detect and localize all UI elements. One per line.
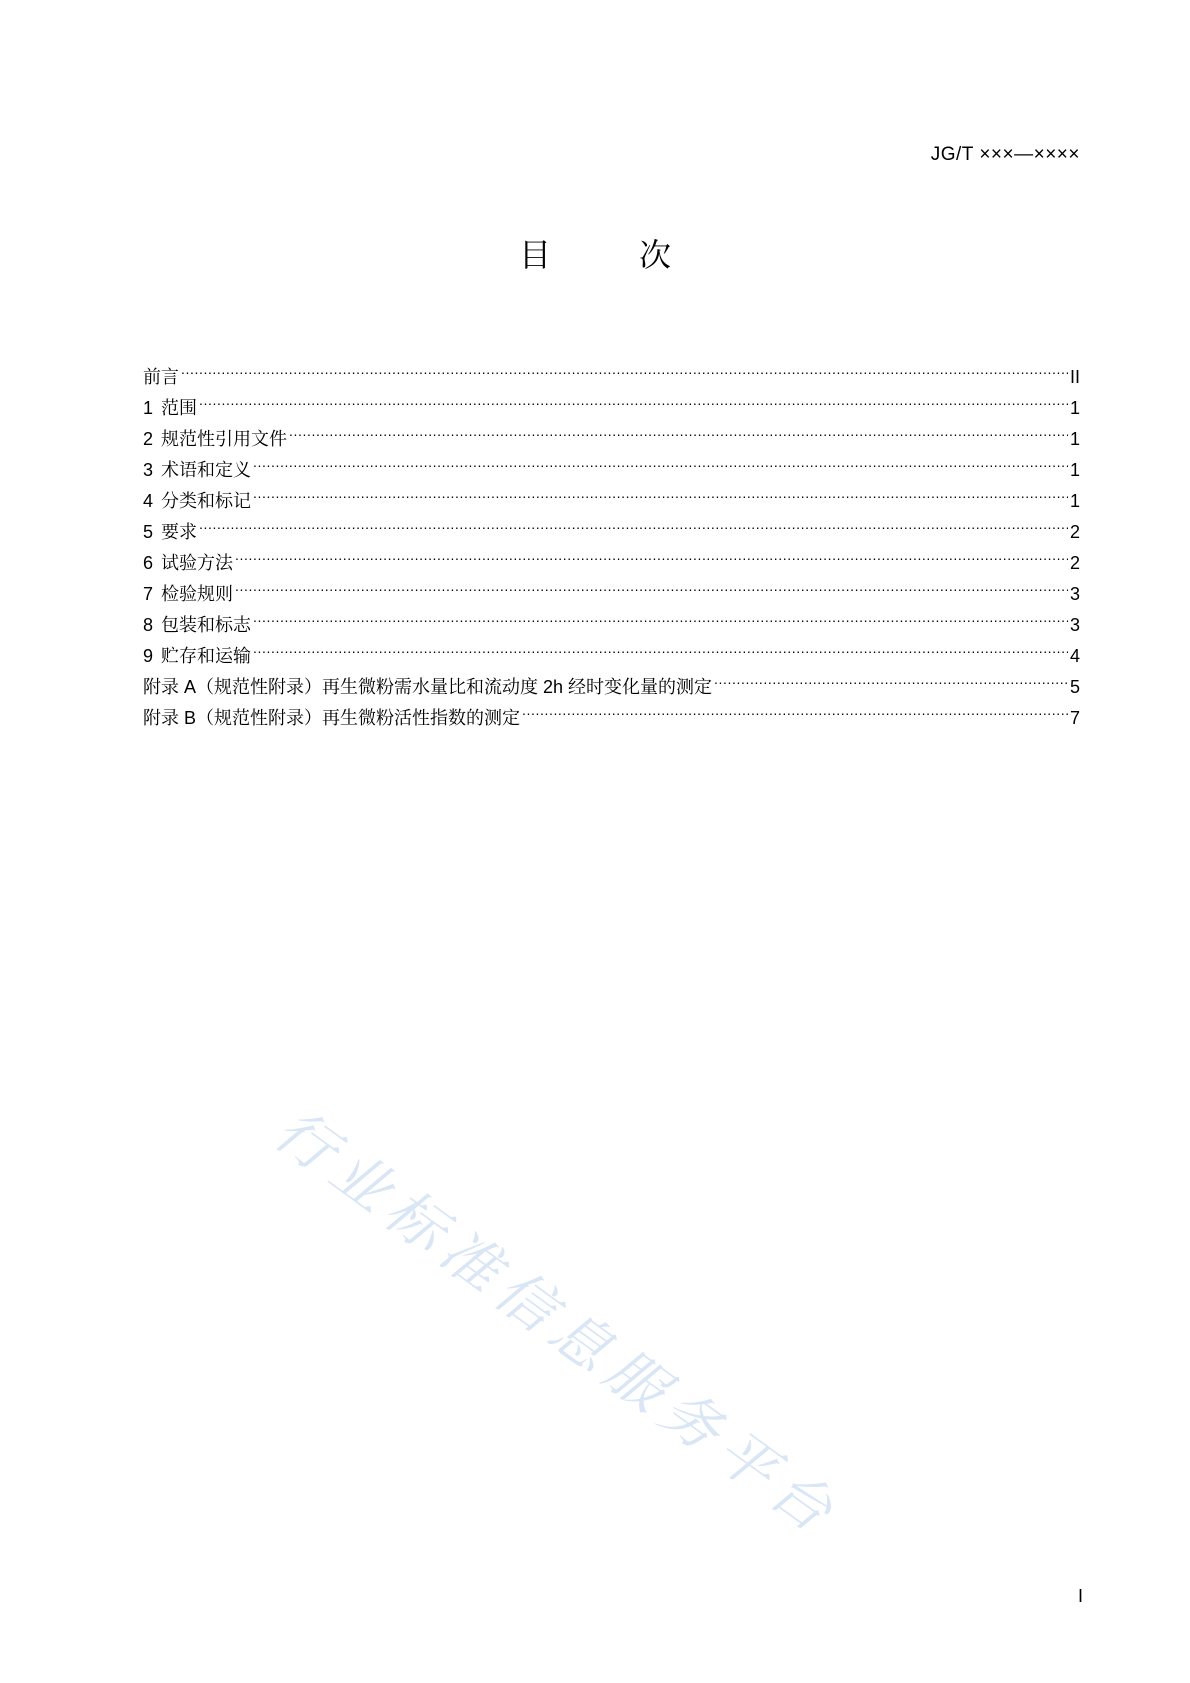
toc-entry-label: 分类和标记 xyxy=(161,491,252,511)
toc-entry-requirements[interactable] xyxy=(143,507,1080,542)
toc-leader-dots xyxy=(253,600,1068,631)
toc-entry-label: 包装和标志 xyxy=(161,615,252,635)
toc-leader-dots xyxy=(235,538,1068,569)
toc-leader-dots xyxy=(522,693,1068,724)
toc-entry-foreword[interactable] xyxy=(143,352,1080,387)
page-number: I xyxy=(1077,1586,1083,1606)
toc-entry-number: 4 xyxy=(143,491,154,511)
toc-entry-appendix-a[interactable] xyxy=(143,662,1080,697)
toc-leader-dots xyxy=(714,662,1068,693)
toc-entry-storage-transport[interactable] xyxy=(143,631,1080,666)
toc-entry-page: II xyxy=(1069,367,1080,387)
toc-entry-label: 检验规则 xyxy=(161,584,234,604)
toc-leader-dots xyxy=(199,507,1068,538)
toc-entry-page: 5 xyxy=(1069,677,1080,697)
page-title: 目 次 xyxy=(518,237,699,273)
toc-entry-number: 6 xyxy=(143,553,154,573)
toc-entry-label: 前言 xyxy=(143,367,179,387)
toc-leader-dots xyxy=(235,569,1068,600)
toc-entry-number: 2 xyxy=(143,429,154,449)
toc-entry-classification-marking[interactable] xyxy=(143,476,1080,511)
toc-entry-number: 7 xyxy=(143,584,154,604)
toc-entry-normative-references[interactable] xyxy=(143,414,1080,449)
toc-entry-terms-definitions[interactable] xyxy=(143,445,1080,480)
document-code: JG/T ×××—×××× xyxy=(930,144,1080,165)
toc-entry-label: 附录 B（规范性附录）再生微粉活性指数的测定 xyxy=(143,708,521,728)
toc-entry-label: 贮存和运输 xyxy=(161,646,252,666)
toc-leader-dots xyxy=(181,352,1068,383)
toc-entry-page: 1 xyxy=(1069,429,1080,449)
toc-entry-page: 1 xyxy=(1069,491,1080,511)
toc-leader-dots xyxy=(253,445,1068,476)
toc-entry-page: 1 xyxy=(1069,460,1080,480)
toc-entry-number: 1 xyxy=(143,398,154,418)
toc-leader-dots xyxy=(289,414,1068,445)
toc-entry-number: 8 xyxy=(143,615,154,635)
toc-entry-page: 4 xyxy=(1069,646,1080,666)
toc-entry-label: 术语和定义 xyxy=(161,460,252,480)
toc-entry-number: 9 xyxy=(143,646,154,666)
toc-entry-inspection-rules[interactable] xyxy=(143,569,1080,604)
toc-entry-page: 1 xyxy=(1069,398,1080,418)
toc-entry-page: 3 xyxy=(1069,584,1080,604)
toc-entry-test-methods[interactable] xyxy=(143,538,1080,573)
toc-entry-page: 7 xyxy=(1069,708,1080,728)
toc-entry-label: 附录 A（规范性附录）再生微粉需水量比和流动度 2h 经时变化量的测定 xyxy=(143,677,713,697)
toc-entry-label: 要求 xyxy=(161,522,198,542)
toc-entry-page: 2 xyxy=(1069,553,1080,573)
toc-entry-label: 试验方法 xyxy=(161,553,234,573)
toc-leader-dots xyxy=(199,383,1068,414)
toc-entry-packaging-marking[interactable] xyxy=(143,600,1080,635)
watermark-text: 行业标准信息服务平台 xyxy=(262,1095,853,1551)
toc-entry-page: 3 xyxy=(1069,615,1080,635)
toc-leader-dots xyxy=(253,631,1068,662)
toc-entry-page: 2 xyxy=(1069,522,1080,542)
toc-entry-number: 5 xyxy=(143,522,154,542)
toc-entry-number: 3 xyxy=(143,460,154,480)
toc-leader-dots xyxy=(253,476,1068,507)
toc-entry-scope[interactable] xyxy=(143,383,1080,418)
table-of-contents xyxy=(143,352,1080,728)
toc-entry-label: 规范性引用文件 xyxy=(161,429,288,449)
toc-entry-label: 范围 xyxy=(161,398,198,418)
